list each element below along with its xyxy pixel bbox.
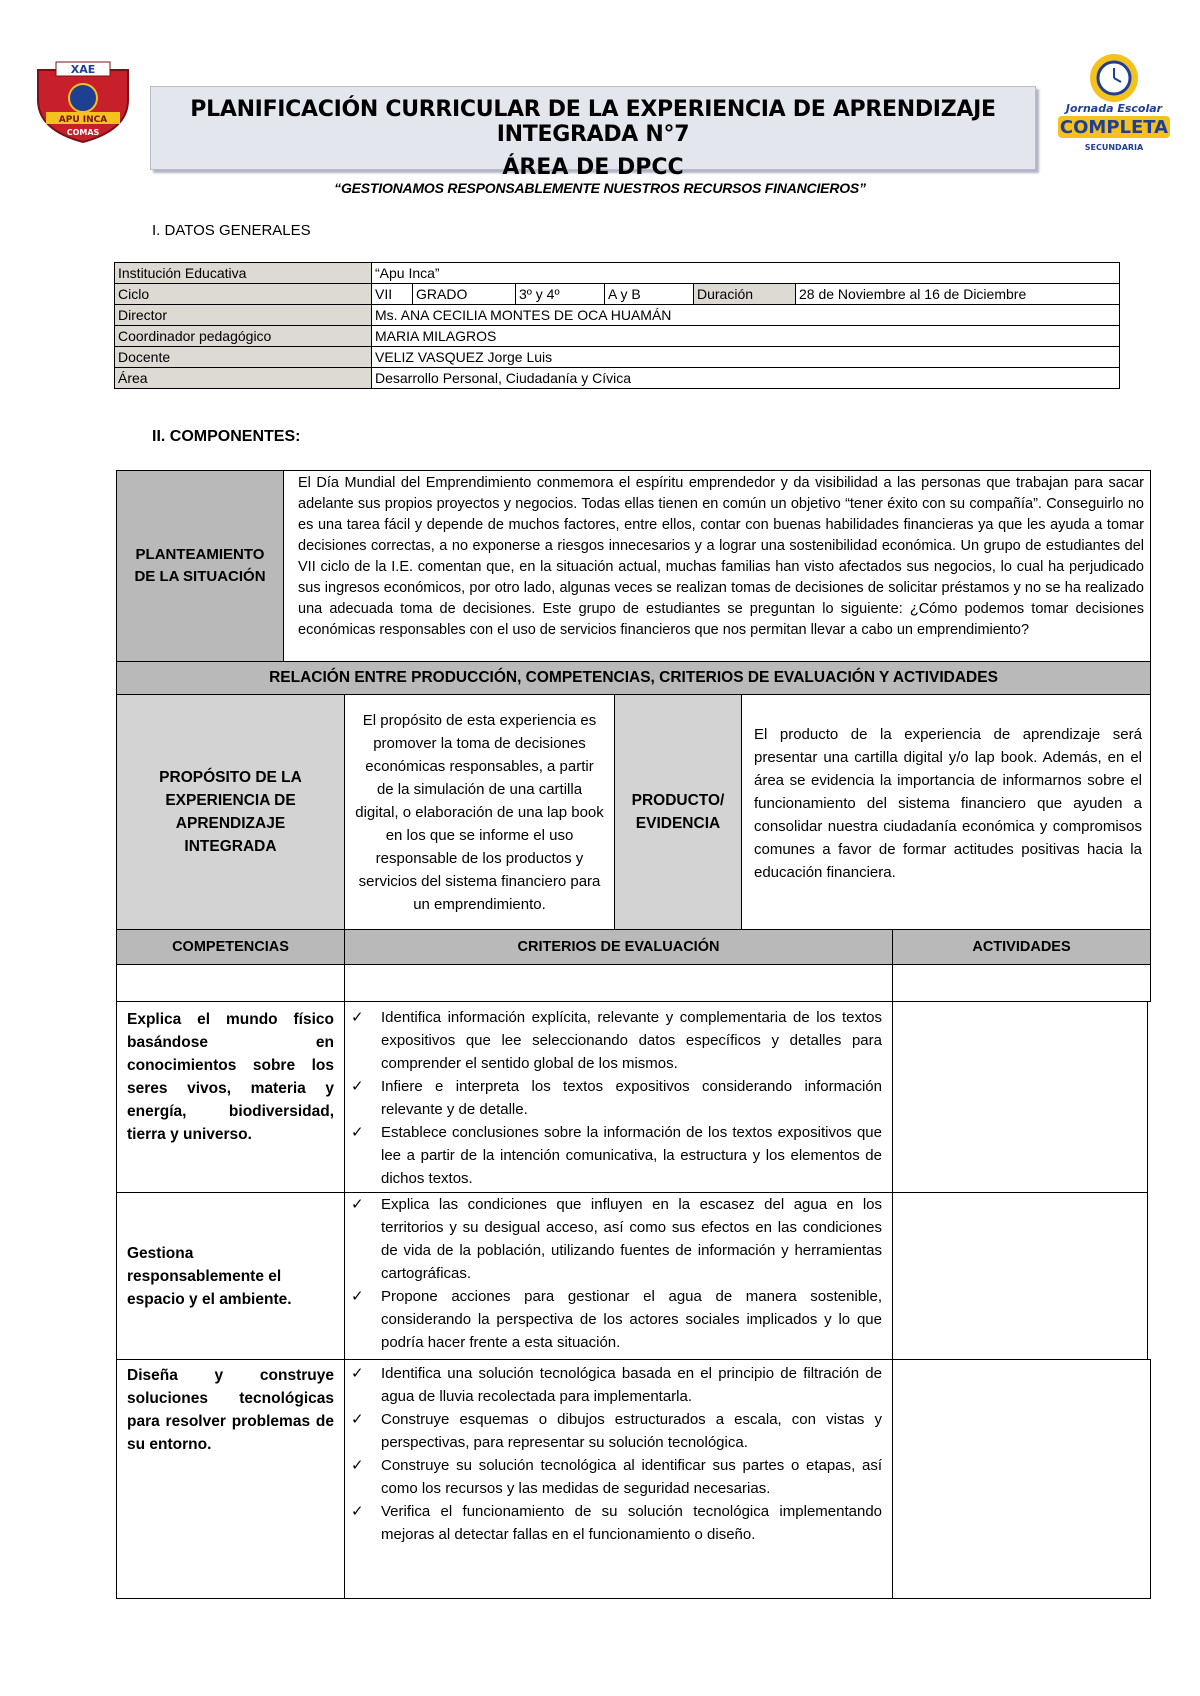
area-label: Área: [115, 368, 372, 389]
header-competencias: [116, 929, 345, 965]
grado-label: GRADO: [413, 284, 516, 305]
jec-logo: [1054, 46, 1172, 158]
competencia-cell-1: [116, 1001, 345, 1193]
area-title: ÁREA DE DPCC: [502, 155, 684, 180]
jec-logo-line1: Jornada Escolar: [1065, 102, 1163, 115]
docente-value: VELIZ VASQUEZ Jorge Luis: [372, 347, 1120, 368]
datos-generales-table: [114, 262, 1120, 389]
proposito-label-cell: [116, 694, 345, 930]
school-logo-name1: APU INCA: [58, 115, 108, 125]
secciones-value: A y B: [605, 284, 694, 305]
criterios-list-1: [345, 1006, 882, 1190]
coordinador-label: Coordinador pedagógico: [115, 326, 372, 347]
table-row: [115, 263, 1120, 284]
list-item: ✓ Propone acciones para gestionar el agua de manera sostenible, considerando la perspectiva de los actores sociales implicados y lo que podría hacer frente a esta situación.: [345, 1285, 882, 1354]
list-item: ✓ Identifica información explícita, relevante y complementaria de los textos expositivos que lee seleccionando datos específicos y detalles para comprender el sentido global de los mismos.: [345, 1006, 882, 1075]
criterios-cell-2: [344, 1192, 893, 1360]
area-value: Desarrollo Personal, Ciudadanía y Cívica: [372, 368, 1120, 389]
school-logo: [28, 60, 138, 144]
planteamiento-text: El Día Mundial del Emprendimiento conmemora el espíritu emprendedor y da visibilidad a las personas que trabajan para sacar adelante sus propios proyectos y negocios. Todas ellas tienen en común un objetivo “tener éxito con su compañía”. Conseguirlo no es una tarea fácil y depende de muchos factores, entre ellos, contar con buenas habilidades financieras ya que les ayuda a tomar decisiones correctas, a no exponerse a riesgos innecesarios y a lograr una sostenibilidad económica. Un grupo de estudiantes del VII ciclo de la I.E. comentan que, en la situación actual, muchas familias han visto afectados sus negocios, lo cual ha perjudicado sus ingresos económicos, por otro lado, algunas veces se realizan tomas de decisiones de solicitar préstamos y no se ha realizado una adecuada toma de decisiones. Este grupo de estudiantes se preguntan lo siguiente: ¿Cómo podemos tomar decisiones económicas responsables con el uso de servicios financieros que nos permitan llevar a cabo un emprendimiento?: [298, 475, 1144, 638]
proposito-text: El propósito de esta experiencia es promover la toma de decisiones económicas responsables, a partir de la simulación de una cartilla digital, o elaboración de una lap book en los que se informe el uso responsable de los productos y servicios del sistema financiero para un emprendimiento.: [355, 711, 604, 913]
duracion-value: 28 de Noviembre al 16 de Diciembre: [796, 284, 1120, 305]
jec-logo-line2: COMPLETA: [1059, 117, 1169, 138]
institucion-label: Institución Educativa: [115, 263, 372, 284]
ciclo-value: VII: [372, 284, 413, 305]
producto-text-cell: [741, 694, 1151, 930]
institucion-value: “Apu Inca”: [372, 263, 1120, 284]
criterios-list-2: [345, 1193, 882, 1354]
competencia-name-3: Diseña y construye soluciones tecnológicas para resolver problemas de su entorno.: [127, 1367, 334, 1453]
list-item: ✓ Construye esquemas o dibujos estructurados a escala, con vistas y perspectivas, para representar su solución tecnológica.: [345, 1408, 882, 1454]
competencia-cell-2: [116, 1192, 345, 1360]
actividades-cell-3: [892, 1359, 1151, 1599]
director-label: Director: [115, 305, 372, 326]
producto-label-cell: [614, 694, 742, 930]
empty-cell: [344, 964, 893, 1002]
subtitle: “GESTIONAMOS RESPONSABLEMENTE NUESTROS RECURSOS FINANCIEROS”: [334, 180, 866, 196]
competencia-name-1: Explica el mundo físico basándose en conocimientos sobre los seres vivos, materia y energía, biodiversidad, tierra y universo.: [127, 1011, 334, 1143]
duracion-label: Duración: [694, 284, 796, 305]
list-item: ✓ Construye su solución tecnológica al identificar sus partes o etapas, así como los recursos y las medidas de seguridad necesarias.: [345, 1454, 882, 1500]
table-row: [115, 326, 1120, 347]
table-row: [115, 347, 1120, 368]
title-box: [150, 86, 1036, 180]
actividades-cell-2: [892, 1192, 1148, 1360]
list-item: ✓ Establece conclusiones sobre la información de los textos expositivos que lee a partir de la intención comunicativa, la estructura y los elementos de dichos textos.: [345, 1121, 882, 1190]
empty-cell: [892, 964, 1151, 1002]
planteamiento-label-cell: [116, 470, 284, 662]
list-item: ✓ Verifica el funcionamiento de su solución tecnológica implementando mejoras al detectar fallas en el funcionamiento o diseño.: [345, 1500, 882, 1546]
criterios-cell-1: [344, 1001, 893, 1193]
relacion-heading-text: RELACIÓN ENTRE PRODUCCIÓN, COMPETENCIAS, CRITERIOS DE EVALUACIÓN Y ACTIVIDADES: [269, 669, 998, 686]
school-logo-top: XAE: [70, 63, 96, 76]
proposito-text-cell: [344, 694, 615, 930]
header-actividades: [892, 929, 1151, 965]
header-competencias-text: COMPETENCIAS: [172, 939, 289, 955]
proposito-label: PROPÓSITO DE LA EXPERIENCIA DE APRENDIZAJE INTEGRADA: [159, 769, 302, 855]
docente-label: Docente: [115, 347, 372, 368]
relacion-heading: [116, 661, 1151, 695]
header-criterios: [344, 929, 893, 965]
table-row: [115, 284, 1120, 305]
criterios-cell-3: [344, 1359, 893, 1599]
page-title: PLANIFICACIÓN CURRICULAR DE LA EXPERIENCIA DE APRENDIZAJE INTEGRADA N°7: [190, 97, 996, 147]
table-row: [115, 305, 1120, 326]
section-heading-datos: I. DATOS GENERALES: [152, 222, 311, 239]
planteamiento-label: PLANTEAMIENTO DE LA SITUACIÓN: [134, 546, 266, 585]
actividades-cell-1: [892, 1001, 1148, 1193]
coordinador-value: MARIA MILAGROS: [372, 326, 1120, 347]
list-item: ✓ Infiere e interpreta los textos expositivos considerando información relevante y de detalle.: [345, 1075, 882, 1121]
header-actividades-text: ACTIVIDADES: [972, 939, 1071, 955]
section-heading-componentes: II. COMPONENTES:: [152, 428, 301, 445]
producto-text: El producto de la experiencia de aprendizaje será presentar una cartilla digital y/o lap book. Además, en el área se evidencia la importancia de informarnos sobre el funcionamiento del sistema financiero que ayuden a consolidar nuestra ciudadanía económica y compromisos comunes a favor de formar actitudes positivas hacia la educación financiera.: [754, 726, 1142, 881]
empty-cell: [116, 964, 345, 1002]
competencia-cell-3: [116, 1359, 345, 1599]
producto-label: PRODUCTO/ EVIDENCIA: [631, 792, 725, 832]
ciclo-label: Ciclo: [115, 284, 372, 305]
list-item: ✓ Identifica una solución tecnológica basada en el principio de filtración de agua de lluvia recolectada para implementarla.: [345, 1362, 882, 1408]
jec-logo-line3: SECUNDARIA: [1084, 143, 1144, 152]
list-item: ✓ Explica las condiciones que influyen en la escasez del agua en los territorios y su desigual acceso, así como sus efectos en las condiciones de vida de la población, utilizando fuentes de información y herramientas cartográficas.: [345, 1193, 882, 1285]
school-logo-name2: COMAS: [66, 128, 100, 137]
director-value: Ms. ANA CECILIA MONTES DE OCA HUAMÁN: [372, 305, 1120, 326]
competencia-name-2: Gestiona responsablemente el espacio y el ambiente.: [127, 1244, 292, 1308]
header-criterios-text: CRITERIOS DE EVALUACIÓN: [517, 939, 720, 955]
grado-value: 3º y 4º: [516, 284, 605, 305]
criterios-list-3: [345, 1362, 882, 1546]
planteamiento-text-cell: [283, 470, 1151, 662]
table-row: [115, 368, 1120, 389]
